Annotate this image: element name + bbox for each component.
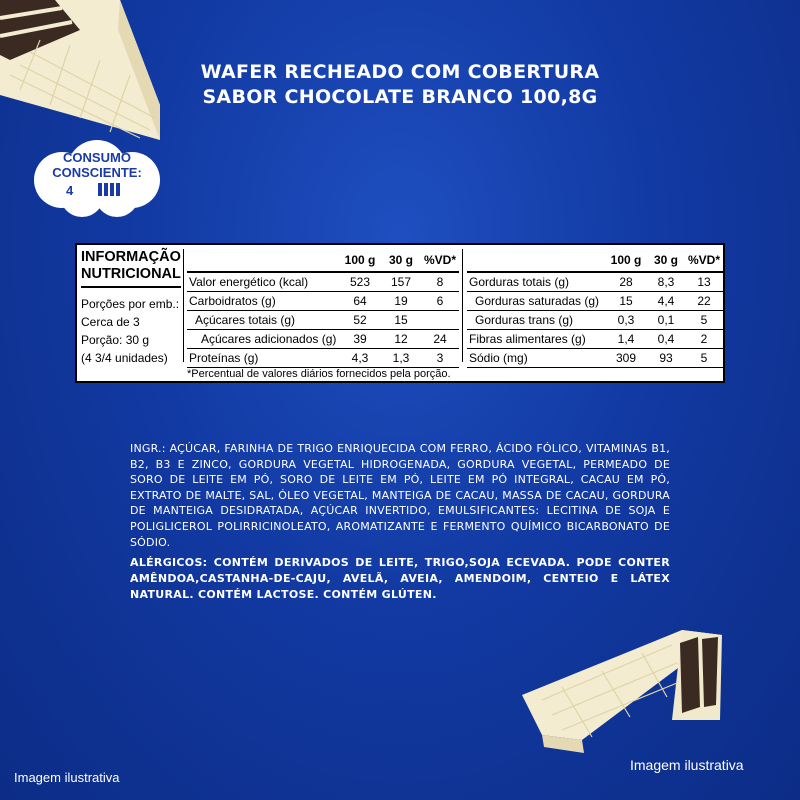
nutrition-heading: INFORMAÇÃO NUTRICIONAL bbox=[81, 249, 181, 282]
col-label bbox=[467, 249, 605, 272]
value-vd: 22 bbox=[685, 292, 723, 311]
value-30g: 157 bbox=[381, 272, 421, 292]
nutrient-label: Fibras alimentares (g) bbox=[467, 330, 605, 349]
value-100g: 309 bbox=[605, 349, 647, 368]
table-row bbox=[187, 311, 459, 330]
table-row bbox=[467, 330, 723, 349]
value-vd: 13 bbox=[685, 272, 723, 292]
value-100g: 64 bbox=[339, 292, 381, 311]
nutrition-table-left bbox=[187, 249, 459, 368]
nutrient-label: Carboidratos (g) bbox=[187, 292, 339, 311]
nutrition-table-right bbox=[467, 249, 723, 368]
value-vd: 6 bbox=[421, 292, 459, 311]
table-row bbox=[187, 330, 459, 349]
col-100g: 100 g bbox=[605, 249, 647, 272]
consumo-consciente-label: CONSUMO CONSCIENTE: bbox=[52, 150, 142, 180]
value-100g: 15 bbox=[605, 292, 647, 311]
nutrient-label: Açúcares totais (g) bbox=[187, 311, 339, 330]
consumo-bars-icon bbox=[98, 183, 120, 196]
nutrient-label: Proteínas (g) bbox=[187, 349, 339, 368]
serving-line: Porção: 30 g bbox=[81, 333, 150, 347]
allergens-text: ALÉRGICOS: CONTÉM DERIVADOS DE LEITE, TRIGO,SOJA ECEVADA. PODE CONTER AMÊNDOA,CASTANHA-DE-CAJU, AVELÃ, AVEIA, AMENDOIM, CENTEIO E LÁTEX NATURAL. CONTÉM LACTOSE. CONTÉM GLÚTEN. bbox=[130, 556, 670, 601]
nutrient-label: Valor energético (kcal) bbox=[187, 272, 339, 292]
value-100g: 39 bbox=[339, 330, 381, 349]
wafer-illustration-bottom bbox=[522, 625, 732, 755]
col-100g: 100 g bbox=[339, 249, 381, 272]
value-100g: 1,4 bbox=[605, 330, 647, 349]
value-100g: 52 bbox=[339, 311, 381, 330]
value-30g: 12 bbox=[381, 330, 421, 349]
ingredients-text: INGR.: AÇÚCAR, FARINHA DE TRIGO ENRIQUECIDA COM FERRO, ÁCIDO FÓLICO, VITAMINAS B1, B2, B3 E ZINCO, GORDURA VEGETAL HIDROGENADA, GORDURA VEGETAL, PERMEADO DE SORO DE LEITE EM PÓ, SORO DE LEITE EM PÓ, LEITE EM PÓ INTEGRAL, CACAU EM PÓ, EXTRATO DE MALTE, SAL, ÓLEO VEGETAL, MANTEIGA DE CACAU, MASSA DE CACAU, GORDURA DE MANTEIGA DESIDRATADA, AÇÚCAR INVERTIDO, EMULSIFICANTES: LECITINA DE SOJA E POLIGLICEROL POLIRRICINOLEATO, AROMATIZANTE E FERMENTO QUÍMICO BICARBONATO DE SÓDIO. bbox=[130, 442, 670, 549]
value-100g: 4,3 bbox=[339, 349, 381, 368]
serving-line: (4 3/4 unidades) bbox=[81, 351, 168, 365]
col-30g: 30 g bbox=[381, 249, 421, 272]
value-100g: 523 bbox=[339, 272, 381, 292]
value-30g: 4,4 bbox=[647, 292, 685, 311]
value-30g: 8,3 bbox=[647, 272, 685, 292]
table-row bbox=[467, 311, 723, 330]
nutrient-label: Açúcares adicionados (g) bbox=[187, 330, 339, 349]
vd-footnote: *Percentual de valores diários fornecidos pela porção. bbox=[187, 368, 451, 380]
value-vd: 5 bbox=[685, 349, 723, 368]
nutrition-facts-panel bbox=[75, 243, 725, 383]
nutrient-label: Gorduras totais (g) bbox=[467, 272, 605, 292]
value-vd: 5 bbox=[685, 311, 723, 330]
value-30g: 0,4 bbox=[647, 330, 685, 349]
consumo-consciente-count: 4 bbox=[66, 183, 74, 198]
caption-right: Imagem ilustrativa bbox=[630, 757, 744, 773]
col-30g: 30 g bbox=[647, 249, 685, 272]
table-row bbox=[467, 292, 723, 311]
value-100g: 0,3 bbox=[605, 311, 647, 330]
value-vd: 3 bbox=[421, 349, 459, 368]
nutrient-label: Gorduras saturadas (g) bbox=[467, 292, 605, 311]
serving-line: Cerca de 3 bbox=[81, 315, 140, 329]
product-title-line2: SABOR CHOCOLATE BRANCO 100,8G bbox=[202, 86, 598, 108]
col-label bbox=[187, 249, 339, 272]
value-30g: 15 bbox=[381, 311, 421, 330]
table-row bbox=[467, 272, 723, 292]
serving-line: Porções por emb.: bbox=[81, 297, 180, 311]
value-vd: 8 bbox=[421, 272, 459, 292]
table-row bbox=[187, 292, 459, 311]
serving-info bbox=[81, 295, 179, 367]
value-100g: 28 bbox=[605, 272, 647, 292]
value-30g: 19 bbox=[381, 292, 421, 311]
table-row bbox=[467, 349, 723, 368]
value-vd: 24 bbox=[421, 330, 459, 349]
col-vd: %VD* bbox=[421, 249, 459, 272]
value-30g: 1,3 bbox=[381, 349, 421, 368]
value-vd bbox=[421, 311, 459, 330]
value-vd: 2 bbox=[685, 330, 723, 349]
col-vd: %VD* bbox=[685, 249, 723, 272]
caption-left: Imagem ilustrativa bbox=[14, 770, 120, 785]
nutrient-label: Gorduras trans (g) bbox=[467, 311, 605, 330]
table-row bbox=[187, 272, 459, 292]
value-30g: 93 bbox=[647, 349, 685, 368]
product-title-line1: WAFER RECHEADO COM COBERTURA bbox=[200, 61, 600, 83]
table-row bbox=[187, 349, 459, 368]
nutrient-label: Sódio (mg) bbox=[467, 349, 605, 368]
product-title bbox=[0, 60, 800, 110]
value-30g: 0,1 bbox=[647, 311, 685, 330]
